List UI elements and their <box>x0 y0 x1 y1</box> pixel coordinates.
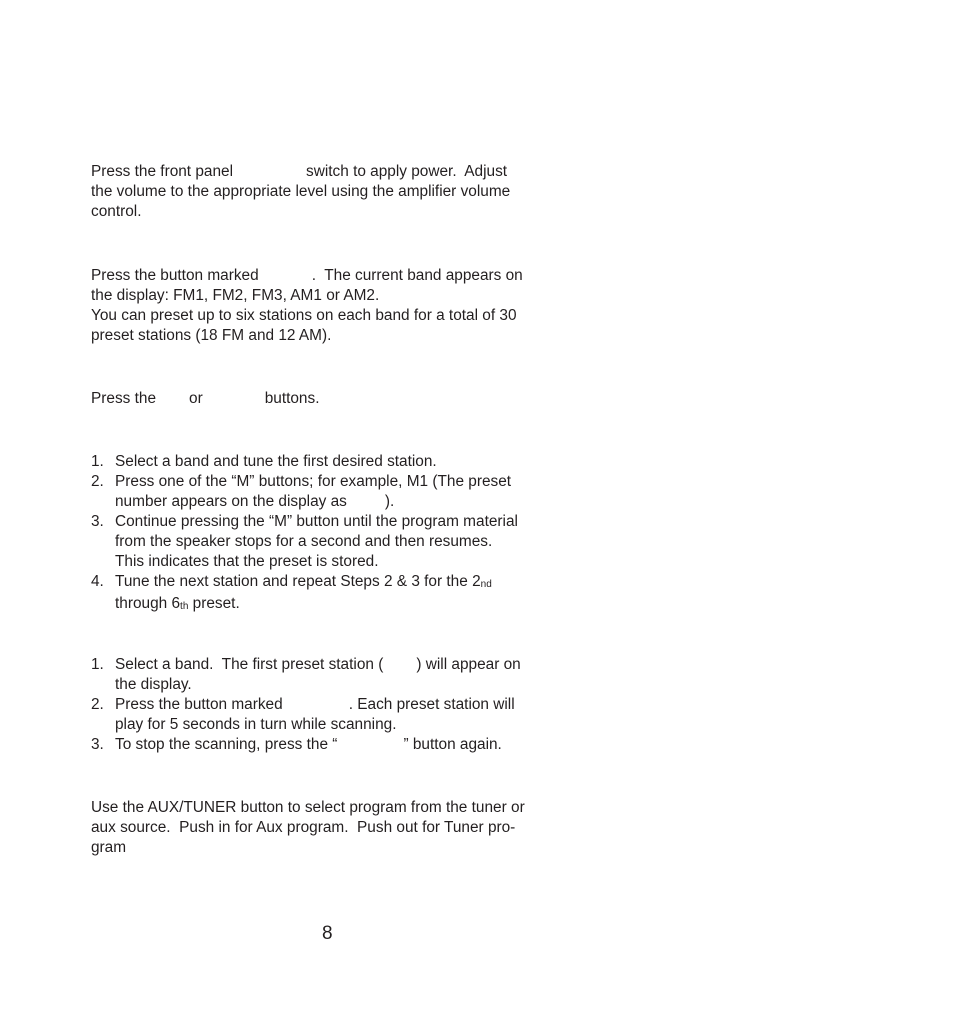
list-item-text-part: Select a band. The first preset station ( <box>115 656 384 673</box>
list-item-text <box>115 695 571 715</box>
list-item-text-part: number appears on the display as <box>115 493 347 510</box>
list-item-text: from the speaker stops for a second and then resumes. <box>115 533 493 550</box>
page-number: 8 <box>322 923 333 944</box>
band-text-before: Press the button marked <box>91 267 259 284</box>
list-item-text-part: through 6 <box>115 595 181 612</box>
list-item-text <box>115 594 571 616</box>
list-item-number: 1. <box>91 453 104 470</box>
aux-line-1: Use the AUX/TUNER button to select program from the tuner or <box>91 799 525 816</box>
list-item-text: This indicates that the preset is stored. <box>115 553 379 570</box>
band-paragraph <box>91 266 571 346</box>
store-presets-list <box>91 452 571 616</box>
band-line-1 <box>91 266 571 286</box>
aux-paragraph <box>91 798 571 858</box>
list-item <box>91 452 571 472</box>
list-item-text-part: . Each preset station will <box>348 696 515 713</box>
tuning-paragraph <box>91 389 571 409</box>
list-item-number: 4. <box>91 573 104 590</box>
power-text-before: Press the front panel <box>91 163 234 180</box>
power-line-2: the volume to the appropriate level using the amplifier volume <box>91 183 511 200</box>
band-line-3: You can preset up to six stations on each band for a total of 30 <box>91 307 517 324</box>
tuning-text-2: or <box>189 390 203 407</box>
list-item-text <box>115 492 571 512</box>
list-item-text <box>115 655 571 675</box>
list-item-text-part: ” button again. <box>403 736 502 753</box>
power-text-after: switch to apply power. Adjust <box>306 163 508 180</box>
tuning-text-1: Press the <box>91 390 157 407</box>
list-item <box>91 472 571 512</box>
list-item-text: Press one of the “M” buttons; for example, M1 (The preset <box>115 473 512 490</box>
aux-line-3: gram <box>91 839 127 856</box>
list-item-text-part: ) will appear on <box>416 656 521 673</box>
power-line-3: control. <box>91 203 142 220</box>
band-line-2: the display: FM1, FM2, FM3, AM1 or AM2. <box>91 287 380 304</box>
list-item-text-part: preset. <box>188 595 240 612</box>
list-item <box>91 735 571 755</box>
list-item <box>91 695 571 735</box>
list-item-number: 3. <box>91 513 104 530</box>
list-item-text: play for 5 seconds in turn while scanning. <box>115 716 397 733</box>
ordinal-suffix: nd <box>480 579 492 590</box>
list-item-text-part: To stop the scanning, press the “ <box>115 736 338 753</box>
list-item <box>91 655 571 695</box>
list-item-text-part: ). <box>384 493 395 510</box>
list-item-number: 1. <box>91 656 104 673</box>
list-item-text <box>115 735 571 755</box>
list-item-text: Select a band and tune the first desired station. <box>115 453 437 470</box>
power-line-1 <box>91 162 571 182</box>
list-item-number: 2. <box>91 473 104 490</box>
list-item-text-part: Tune the next station and repeat Steps 2 & 3 for the 2 <box>115 573 481 590</box>
list-item-number: 3. <box>91 736 104 753</box>
list-item-number: 2. <box>91 696 104 713</box>
list-item <box>91 512 571 572</box>
list-item-text: Continue pressing the “M” button until the program material <box>115 513 518 530</box>
power-paragraph <box>91 162 571 222</box>
list-item-text <box>115 572 571 594</box>
tuning-text-3: buttons. <box>264 390 320 407</box>
tuning-line-1 <box>91 389 571 409</box>
band-text-after: . The current band appears on <box>311 267 523 284</box>
list-item-text: the display. <box>115 676 192 693</box>
list-item <box>91 572 571 616</box>
band-line-4: preset stations (18 FM and 12 AM). <box>91 327 332 344</box>
aux-line-2: aux source. Push in for Aux program. Push out for Tuner pro- <box>91 819 516 836</box>
scan-presets-list <box>91 655 571 755</box>
ordinal-suffix: th <box>180 601 189 612</box>
list-item-text-part: Press the button marked <box>115 696 283 713</box>
